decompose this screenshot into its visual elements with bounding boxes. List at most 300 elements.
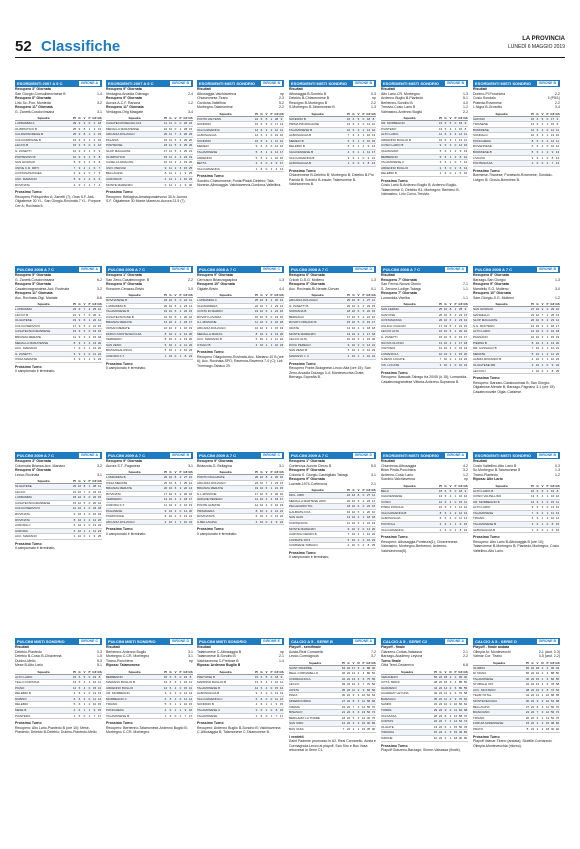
stat-cell: 10 [168, 514, 173, 519]
stat-cell: 2 [179, 491, 182, 496]
team-name: ROVINATA [15, 511, 30, 516]
stat-cell: 5 [265, 314, 268, 319]
match-text: Chiavenna-Albosaggia [381, 463, 417, 468]
match-text: Aurora A-C.F. Ranona [106, 100, 141, 105]
stat-cell: 10 [555, 307, 560, 311]
stat-cell: 6 [78, 691, 81, 696]
team-name: BIASSONALUNGO [106, 348, 133, 353]
team-name: CHIAVENNESE [381, 494, 403, 499]
stat-cell: 1 [449, 719, 452, 724]
stat-cell: 0 [174, 121, 177, 125]
stat-cell: 10 [443, 312, 448, 317]
block-heading [197, 452, 284, 459]
stat-cell: 23 [274, 303, 279, 308]
team-name: UNIVE C.R. RRTI [15, 165, 39, 170]
stat-cell: 13 [97, 691, 102, 696]
team-name: COSTAMASNA [381, 318, 402, 323]
match-text: Cricob D-S.G. Molteno [289, 277, 325, 282]
stat-cell: 2 [454, 674, 457, 679]
stat-cell: 12 [550, 346, 555, 351]
stat-cell: 8 [531, 138, 534, 143]
stat-cell: 1 [270, 702, 273, 707]
stat-cell: 2 [541, 510, 544, 515]
stat-cell: 92 [555, 727, 560, 732]
team-name: COSIO [381, 499, 391, 504]
stat-cell: 10 [168, 519, 173, 524]
team-name: MADRINO BUGLIO B [197, 680, 227, 685]
stat-cell: 22 [346, 682, 351, 687]
team-name: SONDRIO B [197, 702, 214, 707]
team-name: STUBILLE 3ST [473, 682, 494, 687]
match-text: Recupero 7° Giornata [381, 277, 417, 282]
stat-cell: 3 [449, 351, 452, 356]
group-badge: GIRONE A [446, 267, 464, 271]
stat-cell: 0 [449, 527, 452, 532]
stat-cell: 22 [183, 486, 188, 491]
result-line [106, 110, 193, 115]
stat-cell: 14 [361, 715, 366, 720]
stat-cell: 6 [536, 527, 539, 532]
stat-cell: 3 [174, 502, 177, 507]
stat-cell: 2 [83, 523, 86, 528]
stat-cell: 1 [179, 708, 182, 713]
stat-cell: 16 [346, 509, 351, 514]
stat-cell: 14 [463, 160, 468, 165]
match-text: Recupero 8° Giornata [15, 468, 51, 472]
stat-cell: 15 [279, 702, 284, 707]
stat-cell: 0 [174, 353, 177, 358]
stat-cell: 6 [444, 121, 447, 125]
stat-cell: 9 [93, 708, 96, 713]
column-header: GF [458, 116, 463, 120]
stat-cell: 0 [270, 514, 273, 519]
stat-cell: 11 [168, 160, 173, 165]
stat-cell: 6 [536, 116, 539, 121]
team-name: BRIANZA MERATE [106, 486, 132, 491]
stat-cell: 11 [371, 298, 376, 302]
stat-cell: 7 [536, 710, 539, 715]
stat-cell: 18 [92, 506, 97, 511]
stat-cell: 7 [265, 303, 268, 308]
stat-cell: 2 [270, 475, 273, 479]
stat-cell: 2 [270, 491, 273, 496]
stat-cell: 16 [361, 721, 366, 726]
stat-cell: 1 [449, 362, 452, 367]
stat-cell: 0 [88, 312, 91, 317]
standings-table [106, 298, 193, 360]
stat-cell: 8 [352, 699, 355, 704]
stat-cell: 6 [255, 514, 258, 519]
stat-cell: 15 [463, 323, 468, 328]
stat-cell: 14 [550, 127, 555, 132]
stat-cell: 13 [188, 691, 193, 696]
stat-cell: 14 [351, 671, 356, 676]
stat-cell: 0 [454, 143, 457, 148]
team-name: GALBIATE FOA [289, 509, 311, 514]
stat-cell: 17 [254, 491, 259, 496]
stat-cell: 1 [179, 320, 182, 325]
stat-cell: 19 [163, 137, 168, 142]
stat-cell: 48 [433, 680, 438, 685]
next-round-title: Prossimo Turno [289, 550, 316, 555]
stat-cell: 10 [77, 484, 82, 488]
section-title: Classifiche [41, 38, 121, 55]
stat-cell: 21 [371, 342, 376, 347]
stat-cell: 22 [530, 715, 535, 720]
team-name: FORUM ARDENNESE [473, 721, 504, 726]
stat-cell: 64 [463, 702, 468, 707]
stat-cell: 17 [72, 323, 77, 328]
stat-cell: 4 [449, 494, 452, 499]
stat-cell: 22 [438, 730, 443, 735]
match-text: Morbegno C-CR. Morbegno [106, 654, 150, 658]
stat-cell: 3 [449, 730, 452, 735]
stat-cell: 4 [164, 708, 167, 713]
table-row [473, 727, 560, 733]
column-header: G [444, 302, 447, 306]
stat-cell: 6 [357, 498, 360, 503]
stat-cell: 9 [78, 176, 81, 181]
team-name: CASATECONSEGNA G13 [106, 121, 142, 125]
team-name: MEDALLA MARATENSE [106, 126, 140, 131]
stat-cell: 21 [188, 514, 193, 519]
stat-cell: 12 [545, 710, 550, 715]
match-text: Tresivio-Cosio Lario B [381, 105, 416, 109]
stat-cell: 10 [351, 337, 356, 342]
competition-title: ESORDIENTI 2007 A 9 C [17, 81, 63, 86]
stat-cell: 11 [72, 334, 77, 339]
stat-cell: 7 [541, 312, 544, 317]
stat-cell: 11 [168, 176, 173, 181]
stat-cell: 10 [351, 348, 356, 353]
stat-cell: 10 [351, 543, 356, 548]
stat-cell: 2 [174, 331, 177, 336]
stat-cell: 2 [347, 543, 350, 548]
match-text: Dorimo-Pl.Ponchiera [473, 91, 506, 96]
stat-cell: 7 [174, 132, 177, 137]
column-header: PI [531, 111, 534, 116]
stat-cell: 5 [255, 155, 258, 160]
stat-cell: 0 [270, 133, 273, 138]
stat-cell: 10 [168, 502, 173, 507]
team-name: ROVINATA [15, 182, 30, 187]
stat-cell: 12 [346, 122, 351, 127]
stat-cell: 2 [93, 137, 96, 142]
stat-cell: 10 [443, 323, 448, 328]
stat-cell: 40 [458, 736, 463, 741]
match-text: L.Nigra B-Grosotto [473, 105, 503, 109]
stat-cell: 20 [525, 715, 530, 720]
stat-cell: 13 [163, 320, 168, 325]
standings-block [289, 452, 376, 632]
competition-title: PULCINI MISTI SONDRIO [199, 639, 247, 644]
stat-cell: 20 [188, 337, 193, 342]
stat-cell: 1 [357, 353, 360, 358]
stat-cell: 1 [449, 522, 452, 527]
stat-cell: 4 [174, 320, 177, 325]
team-name: L.MIRAMMA B [106, 303, 126, 308]
stat-cell: 6 [352, 127, 355, 132]
column-header: Squadra [37, 302, 50, 306]
stat-cell: 7 [531, 510, 534, 515]
block-heading [381, 638, 468, 645]
column-header: GS [279, 293, 284, 297]
team-name: SONDALO [473, 133, 488, 138]
stat-cell: 2 [255, 161, 258, 166]
column-header: PI [255, 669, 258, 674]
stat-cell: 10 [168, 342, 173, 347]
table-row [381, 528, 468, 534]
stat-cell: 6 [444, 505, 447, 510]
stat-cell: 2 [449, 708, 452, 713]
stat-cell: 10 [535, 346, 540, 351]
column-header: Squadra [492, 660, 505, 665]
stat-cell: 0 [88, 674, 91, 679]
stat-cell: 14 [555, 155, 560, 160]
column-header: GF [92, 479, 97, 483]
stat-cell: 4 [174, 685, 177, 690]
stat-cell: 13 [530, 494, 535, 499]
stat-cell: 3 [174, 508, 177, 513]
stat-cell: 22 [530, 676, 535, 681]
stat-cell: 16 [555, 527, 560, 532]
stat-cell: 3 [531, 522, 534, 527]
table-row [473, 369, 560, 375]
stat-cell: 6 [260, 713, 263, 718]
match-score: 6 (P5/1) [547, 96, 560, 100]
stat-cell: 6 [83, 137, 86, 142]
stat-cell: 5 [174, 314, 177, 319]
stat-cell: 11 [168, 171, 173, 176]
stat-cell: 7 [347, 532, 350, 537]
team-name: PAGANESE [106, 508, 123, 513]
stat-cell: 12 [458, 143, 463, 148]
team-name: PRIMA PROPAGGINE [289, 122, 320, 127]
column-header: V [174, 293, 177, 297]
stat-cell: 10 [351, 320, 356, 325]
team-name: MESE B [15, 708, 27, 713]
group-badge: GIRONE A [446, 639, 464, 643]
stat-cell: 18 [371, 515, 376, 520]
stat-cell: 6 [444, 143, 447, 148]
stat-cell: 80 [366, 671, 371, 676]
group-badge: GIRONE C [80, 639, 98, 643]
column-header: V [541, 302, 544, 306]
column-header: Squadra [37, 116, 50, 120]
stat-cell: 9 [184, 182, 187, 187]
stat-cell: 7 [551, 161, 554, 166]
standings-block [197, 452, 284, 632]
stat-cell: 3 [449, 505, 452, 510]
stat-cell: 4 [449, 340, 452, 345]
match-score: 3-0 [554, 286, 560, 291]
match-text: Colonnaia Brianza-Acc. Mariano [15, 463, 66, 468]
stat-cell: 6 [260, 680, 263, 685]
stat-cell: 1 [270, 680, 273, 685]
table-row [197, 167, 284, 173]
stat-cell: 0 [546, 307, 549, 311]
stat-cell: 6 [546, 676, 549, 681]
stat-cell: 4 [265, 685, 268, 690]
team-name: BELLAGINA [106, 171, 123, 176]
team-name: DELEBIO B [289, 144, 305, 149]
column-header: Squadra [495, 111, 508, 116]
stat-cell: 1 [454, 171, 457, 176]
team-name: BORMIESE B [473, 150, 492, 155]
stat-cell: 15 [72, 329, 77, 334]
stat-cell: 6 [73, 351, 76, 356]
stat-cell: 14 [458, 505, 463, 510]
stat-cell: 14 [371, 498, 376, 503]
stat-cell: 10 [168, 497, 173, 502]
team-name: BRIANZA MERATE [197, 486, 223, 491]
stat-cell: 24 [371, 353, 376, 358]
stat-cell: 5 [98, 176, 101, 181]
team-name: LOZRATE 1974 [289, 537, 311, 542]
column-header: P [179, 116, 182, 120]
stat-cell: 78 [463, 724, 468, 729]
stat-cell: 5 [174, 143, 177, 148]
stat-cell: 10 [366, 537, 371, 542]
stat-cell: 6 [449, 312, 452, 317]
stat-cell: 6 [352, 161, 355, 166]
stat-cell: 2 [179, 702, 182, 707]
stat-cell: 10 [168, 337, 173, 342]
stat-cell: 10 [183, 702, 188, 707]
stat-cell: 19 [279, 502, 284, 507]
competition-title: CALCIO A 5 - SERIE B [291, 639, 333, 644]
page-number: 52 [15, 38, 32, 55]
stat-cell: 0 [265, 166, 268, 171]
match-score: 6-6 [96, 295, 102, 300]
match-score: 1-2 [554, 472, 560, 477]
team-name: SAN GIORGIO [473, 307, 494, 311]
stat-cell: 10 [550, 144, 555, 149]
stat-cell: 0 [270, 685, 273, 690]
stat-cell: 2 [541, 727, 544, 732]
stat-cell: 16 [458, 126, 463, 131]
stat-cell: 2 [179, 475, 182, 479]
stat-cell: 3 [255, 708, 258, 713]
stat-cell: 42 [341, 676, 346, 681]
match-text: Risultati [381, 273, 395, 277]
match-score: 1-3 [370, 277, 376, 282]
stat-cell: 1 [179, 325, 182, 330]
match-score: np [280, 649, 284, 654]
column-header: G [439, 669, 442, 674]
team-name: TALAMONESE B [289, 127, 313, 132]
stat-cell: 19 [92, 329, 97, 334]
stat-cell: 10 [259, 309, 264, 314]
team-name: VALCHIAVENNA [381, 527, 404, 532]
stat-cell: 2 [88, 340, 91, 345]
column-header: P [362, 488, 365, 492]
stat-cell: 27 [341, 699, 346, 704]
match-score: 2-2 [462, 109, 468, 114]
stat-cell: 1 [174, 519, 177, 524]
stat-cell: 3 [174, 691, 177, 696]
stat-cell: 78 [550, 682, 555, 687]
stat-cell: 22 [555, 351, 560, 356]
stat-cell: 15 [254, 122, 259, 127]
stat-cell: 9 [464, 488, 467, 493]
stat-cell: 75 [366, 676, 371, 681]
stat-cell: 1 [83, 357, 86, 362]
stat-cell: 10 [274, 155, 279, 160]
column-header: GF [274, 111, 279, 116]
stat-cell: 2 [454, 323, 457, 328]
stat-cell: 9 [275, 702, 278, 707]
team-name: COSIO LARIO B [381, 143, 404, 148]
stat-cell: 8 [367, 543, 370, 548]
stat-cell: 22 [463, 357, 468, 362]
stat-cell: 6 [174, 137, 177, 142]
stat-cell: 1 [88, 182, 91, 187]
stat-cell: 6 [536, 516, 539, 521]
stat-cell: 12 [254, 685, 259, 690]
team-name: DUBINO [15, 696, 27, 701]
stat-cell: 1 [454, 494, 457, 499]
next-round-text: Recupero Oliagoimmo-Rovinata-Acc. Mariano 10 B (ore 6); Acc. Rovinata-SPO; Ravenna-Ravenna 7-0 (C); Lidi Trimmago-Tabaco 29. [197, 354, 284, 368]
stat-cell: 2 [270, 508, 273, 513]
stat-cell: 5 [357, 314, 360, 319]
stat-cell: 8 [164, 337, 167, 342]
stat-cell: 14 [188, 303, 193, 308]
next-round-title: Prossimo Turno [106, 527, 133, 532]
competition-title: PULCINI 2009 A 7 C [199, 453, 237, 458]
competition-title: ESORDIENTI MISTI SONDRIO [291, 81, 348, 86]
stat-cell: 15 [550, 499, 555, 504]
column-header: GS [97, 479, 102, 483]
match-score: 3-0 [187, 286, 193, 291]
stat-cell: 0 [88, 351, 91, 356]
stat-cell: 50 [555, 671, 560, 676]
stat-cell: 23 [274, 480, 279, 485]
stat-cell: 16 [458, 494, 463, 499]
next-round-text: Chiavennese B-Delebio B; Morbegno B; Delebio B-Pro Panida B; Sondrio B-Insole; Talamonese B-Valchiavenna B. [289, 173, 374, 187]
table-row [15, 534, 102, 540]
stat-cell: 13 [346, 515, 351, 520]
stat-cell: 22 [438, 708, 443, 713]
stat-cell: 14 [463, 318, 468, 323]
match-text: San Fermo-Nuova Olonio [381, 282, 421, 286]
stat-cell: 3 [531, 155, 534, 160]
stat-cell: 25 [188, 171, 193, 176]
stat-cell: 5 [83, 323, 86, 328]
column-header: PI [439, 116, 442, 120]
column-header: Squadra [219, 470, 232, 474]
stat-cell: 15 [366, 337, 371, 342]
column-header: P [270, 293, 273, 297]
stat-cell: 6 [93, 176, 96, 181]
column-header: G [78, 669, 81, 674]
stat-cell: 10 [366, 138, 371, 143]
stat-cell: 22 [438, 696, 443, 701]
column-header: V [541, 483, 544, 488]
stat-cell: 9 [78, 132, 81, 137]
stat-cell: 8 [551, 522, 554, 527]
stat-cell: 90 [463, 736, 468, 741]
stat-cell: 6 [260, 161, 263, 166]
stat-cell: 12 [72, 685, 77, 690]
stat-cell: 2 [531, 161, 534, 166]
next-round-title: Prossimo Turno [106, 361, 133, 366]
column-header: P [179, 470, 182, 474]
match-text: Chiavennese-Tirano [197, 96, 229, 100]
stat-cell: 4 [98, 182, 101, 187]
stat-cell: 28 [92, 484, 97, 488]
stat-cell: 82 [463, 730, 468, 735]
